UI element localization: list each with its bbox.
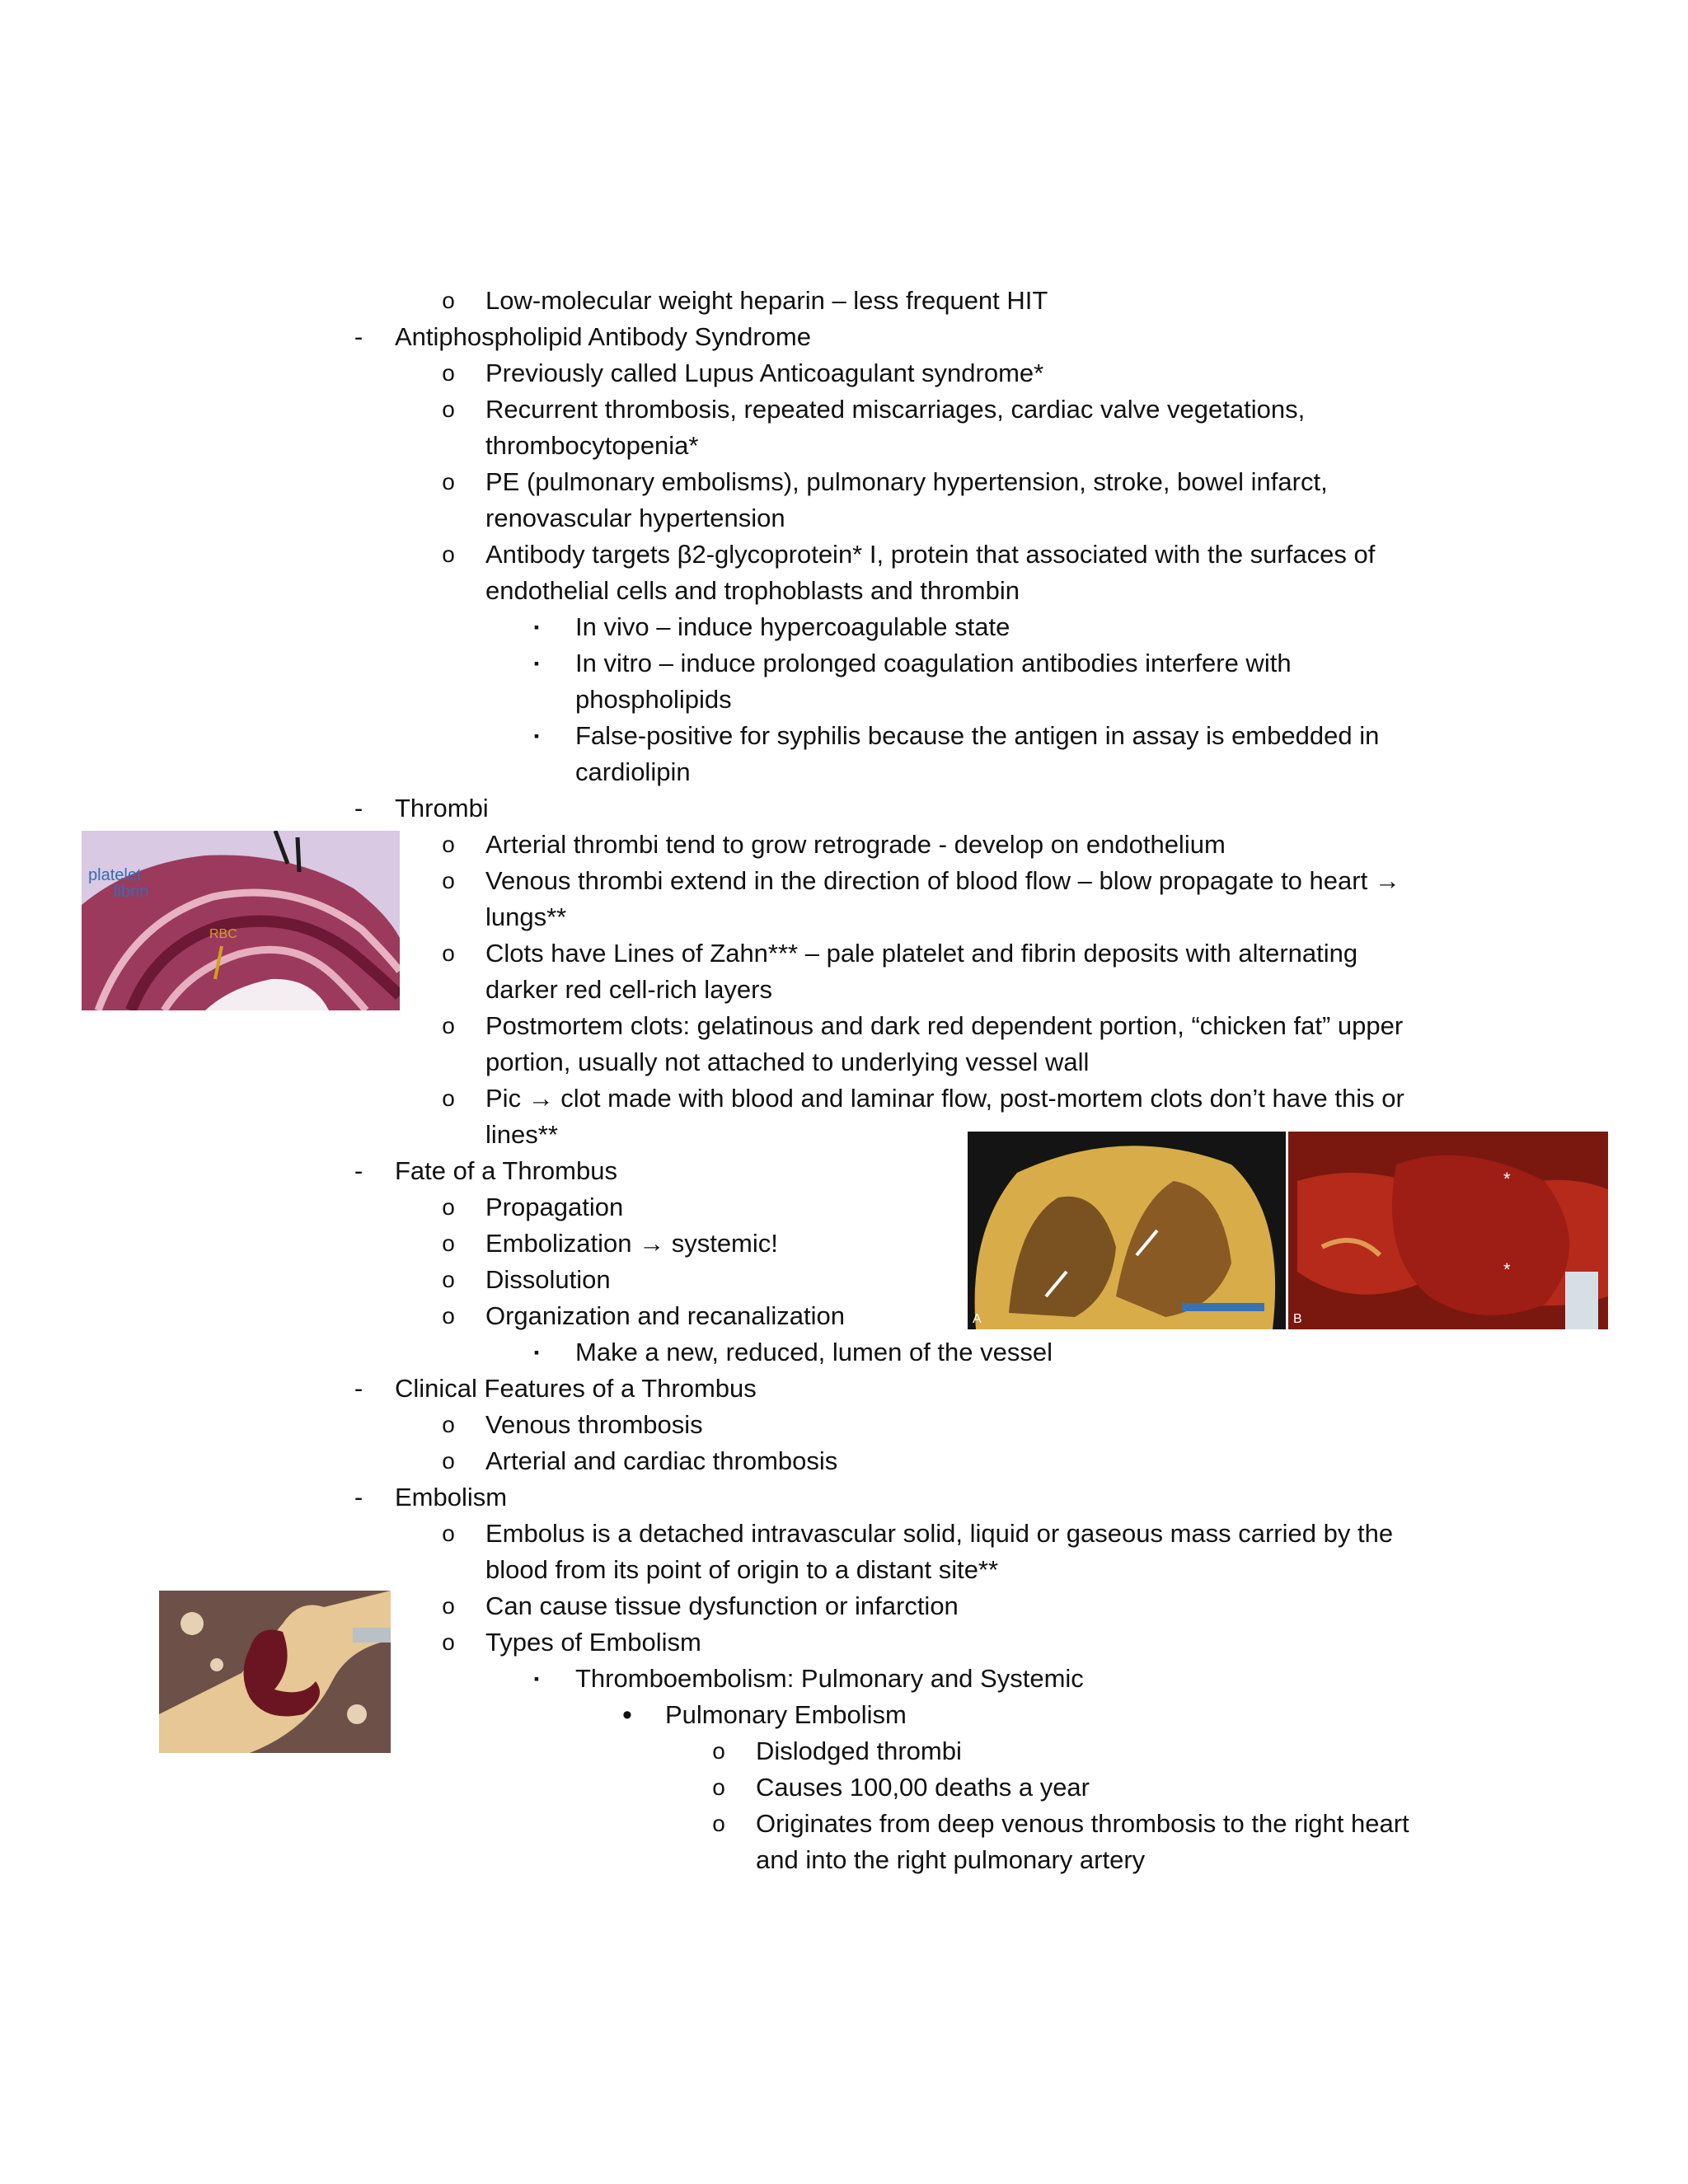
note-text: Clinical Features of a Thrombus [395,1374,757,1403]
bullet-marker: o [442,1230,455,1256]
note-line [0,1516,1688,1552]
bullet-marker: o [442,1013,455,1038]
note-line [0,1806,1688,1842]
note-text: Thrombi [395,794,489,823]
pulmonary-embolus-image [159,1591,391,1753]
note-text: cardiolipin [575,757,691,786]
note-line [0,1769,1688,1806]
note-text: and into the right pulmonary artery [756,1845,1146,1874]
note-text: thrombocytopenia* [485,431,699,460]
note-line [0,500,1688,537]
note-line [0,464,1688,500]
note-line [0,428,1688,464]
bullet-marker: o [712,1774,725,1800]
bullet-marker: o [442,1303,455,1329]
note-line [0,1334,1688,1371]
bullet-marker: o [442,360,455,386]
note-text: darker red cell-rich layers [485,975,772,1004]
bullet-marker: o [442,940,455,966]
bullet-marker: o [442,541,455,567]
panel-a-label: A [973,1312,982,1326]
note-text: Embolization → systemic! [485,1229,778,1258]
bullet-marker: o [712,1738,725,1764]
bullet-marker: o [442,396,455,422]
note-line [0,790,1688,827]
note-text: endothelial cells and trophoblasts and thrombin [485,576,1020,605]
note-line [0,645,1688,682]
bullet-marker: o [442,1448,455,1474]
bullet-marker: ▪ [533,728,540,744]
bullet-marker: o [442,1194,455,1220]
panel-b-label: B [1293,1312,1302,1326]
note-text: Types of Embolism [485,1628,701,1657]
note-line [0,609,1688,645]
note-text: lungs** [485,902,567,931]
note-line [0,754,1688,790]
bullet-marker: o [442,1267,455,1292]
note-text: Dissolution [485,1265,611,1294]
note-text: Venous thrombosis [485,1410,703,1439]
note-text: Propagation [485,1193,624,1221]
bullet-marker: o [712,1811,725,1836]
note-text: In vitro – induce prolonged coagulation antibodies interfere with [575,649,1292,677]
note-text: Fate of a Thrombus [395,1156,617,1185]
note-text: Arterial and cardiac thrombosis [485,1446,838,1475]
bullet-marker: o [442,1629,455,1655]
bullet-marker: o [442,469,455,494]
note-line [0,1080,1688,1117]
note-text: Antiphospholipid Antibody Syndrome [395,322,811,351]
lines-of-zahn-image [82,831,400,1010]
note-line [0,1479,1688,1516]
note-text: Embolism [395,1483,508,1511]
note-line [0,1371,1688,1407]
bullet-marker: - [354,1483,363,1511]
note-text: Organization and recanalization [485,1301,845,1330]
note-text: Thromboembolism: Pulmonary and Systemic [575,1664,1084,1693]
bullet-marker: o [442,1085,455,1111]
heart-thrombi-image [968,1132,1608,1329]
annotation-fibrin: fibrin [113,883,149,901]
note-line [0,1044,1688,1080]
note-text: Pic → clot made with blood and laminar flow, post-mortem clots don’t have this or [485,1084,1404,1113]
note-line [0,718,1688,754]
bullet-marker: o [442,1521,455,1546]
note-line [0,1552,1688,1588]
note-text: Embolus is a detached intravascular solid, liquid or gaseous mass carried by the [485,1519,1394,1548]
bullet-marker: ▪ [533,655,540,672]
note-text: Clots have Lines of Zahn*** – pale platelet and fibrin deposits with alternating [485,939,1358,968]
note-text: phospholipids [575,685,732,714]
note-text: Pulmonary Embolism [665,1700,907,1729]
bullet-marker: - [354,1156,363,1185]
bullet-marker: ▪ [533,1344,540,1361]
note-line [0,1407,1688,1443]
note-text: PE (pulmonary embolisms), pulmonary hypertension, stroke, bowel infarct, [485,467,1328,496]
annotation-platelet: platelet [88,866,142,884]
note-text: portion, usually not attached to underlying vessel wall [485,1047,1090,1076]
bullet-marker: ▪ [533,1671,540,1687]
svg-text:*: * [1503,1259,1511,1280]
note-line [0,682,1688,718]
annotation-rbc: RBC [209,927,237,941]
note-text: Dislodged thrombi [756,1736,962,1765]
note-line [0,573,1688,609]
note-line [0,1842,1688,1878]
note-line [0,355,1688,391]
bullet-marker: - [354,1374,363,1403]
bullet-marker: o [442,1593,455,1619]
note-text: Antibody targets β2-glycoprotein* I, protein that associated with the surfaces of [485,540,1376,569]
note-text: Venous thrombi extend in the direction of blood flow – blow propagate to heart → [485,866,1400,895]
note-text: Causes 100,00 deaths a year [756,1773,1090,1802]
bullet-marker: - [354,322,363,351]
note-text: renovascular hypertension [485,504,785,532]
note-text: blood from its point of origin to a distant site** [485,1555,999,1584]
note-text: Low-molecular weight heparin – less frequent HIT [485,286,1048,315]
note-line [0,283,1688,319]
bullet-marker: o [442,288,455,313]
bullet-marker: o [442,1412,455,1437]
note-text: In vivo – induce hypercoagulable state [575,612,1010,641]
bullet-marker: ▪ [533,619,540,635]
note-text: lines** [485,1120,558,1149]
note-text: False-positive for syphilis because the antigen in assay is embedded in [575,721,1380,750]
note-text: Originates from deep venous thrombosis to the right heart [756,1809,1409,1838]
bullet-marker: o [442,868,455,893]
bullet-marker: • [622,1699,632,1731]
note-text: Can cause tissue dysfunction or infarction [485,1591,959,1620]
note-line [0,537,1688,573]
note-text: Arterial thrombi tend to grow retrograde - develop on endothelium [485,830,1226,859]
bullet-marker: - [354,794,363,823]
note-text: Recurrent thrombosis, repeated miscarriages, cardiac valve vegetations, [485,395,1306,424]
bullet-marker: o [442,832,455,857]
note-line [0,319,1688,355]
note-line [0,391,1688,428]
svg-text:*: * [1503,1169,1511,1189]
note-line [0,1443,1688,1479]
note-line [0,1008,1688,1044]
note-text: Postmortem clots: gelatinous and dark red dependent portion, “chicken fat” upper [485,1011,1404,1040]
note-text: Make a new, reduced, lumen of the vessel [575,1338,1053,1366]
note-text: Previously called Lupus Anticoagulant syndrome* [485,359,1044,387]
